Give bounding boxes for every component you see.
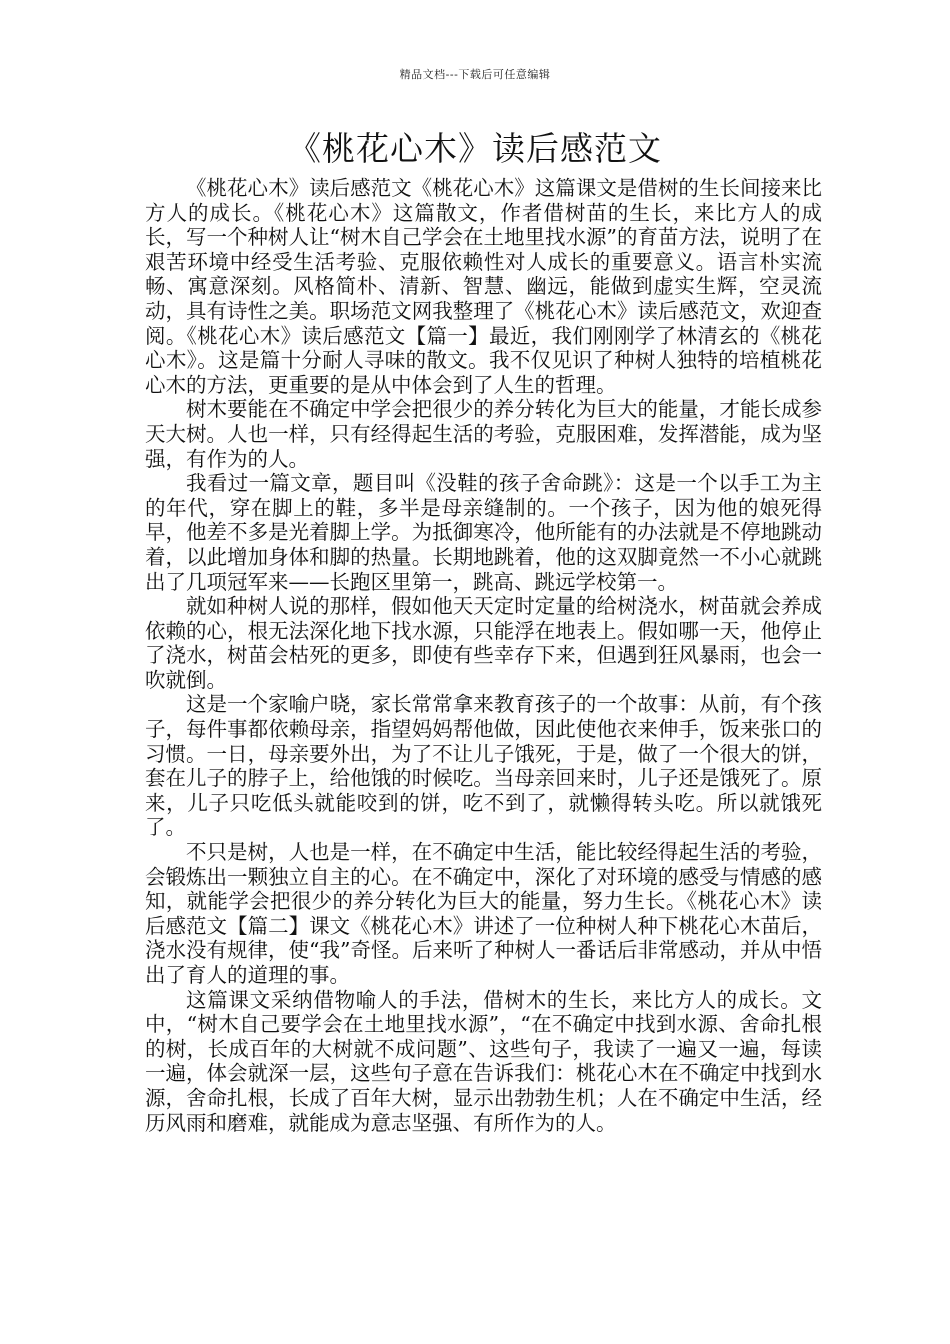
paragraph-6: 不只是树，人也是一样，在不确定中生活，能比较经得起生活的考验，会锻炼出一颗独立自主的心。在不确定中，深化了对环境的感受与情感的感知，就能学会把很少的养分转化为巨大的能量，努力生长。《桃花心木》读后感范文【篇二】课文《桃花心木》讲述了一位种树人种下桃花心木苗后，浇水没有规律，使“我”奇怪。后来听了种树人一番话后非常感动，并从中悟出了育人的道理的事。 bbox=[145, 840, 822, 987]
paragraph-7: 这篇课文采纳借物喻人的手法，借树木的生长，来比方人的成长。文中，“树木自己要学会在土地里找水源”，“在不确定中找到水源、舍命扎根的树，长成百年的大树就不成问题”、这些句子，我读了一遍又一遍，每读一遍，体会就深一层，这些句子意在告诉我们：桃花心木在不确定中找到水源，舍命扎根，长成了百年大树，显示出勃勃生机；人在不确定中生活，经历风雨和磨难，就能成为意志坚强、有所作为的人。 bbox=[145, 987, 822, 1135]
paragraph-5: 这是一个家喻户晓，家长常常拿来教育孩子的一个故事：从前，有个孩子，每件事都依赖母亲，指望妈妈帮他做，因此使他衣来伸手，饭来张口的习惯。一日，母亲要外出，为了不让儿子饿死，于是，做了一个很大的饼，套在儿子的脖子上，给他饿的时候吃。当母亲回来时，儿子还是饿死了。原来，儿子只吃低头就能咬到的饼，吃不到了，就懒得转头吃。所以就饿死了。 bbox=[145, 692, 822, 840]
document-title: 《桃花心木》读后感范文 bbox=[288, 129, 662, 168]
paragraph-4: 就如种树人说的那样，假如他天天定时定量的给树浇水，树苗就会养成依赖的心，根无法深化地下找水源，只能浮在地表上。假如哪一天，他停止了浇水，树苗会枯死的更多，即使有些幸存下来，但遇到狂风暴雨，也会一吹就倒。 bbox=[145, 594, 822, 692]
paragraph-1: 《桃花心木》读后感范文《桃花心木》这篇课文是借树的生长间接来比方人的成长。《桃花心木》这篇散文，作者借树苗的生长，来比方人的成长，写一个种树人让“树木自己学会在土地里找水源”的育苗方法，说明了在艰苦环境中经受生活考验、克服依赖性对人成长的重要意义。语言朴实流畅、寓意深刻。风格简朴、清新、智慧、幽远，能做到虚实生辉，空灵流动，具有诗性之美。职场范文网我整理了《桃花心木》读后感范文，欢迎查阅。《桃花心木》读后感范文【篇一】最近，我们刚刚学了林清玄的《桃花心木》。这是篇十分耐人寻味的散文。我不仅见识了种树人独特的培植桃花心木的方法，更重要的是从中体会到了人生的哲理。 bbox=[145, 176, 822, 397]
document-body bbox=[145, 176, 822, 1135]
paragraph-2: 树木要能在不确定中学会把很少的养分转化为巨大的能量，才能长成参天大树。人也一样，只有经得起生活的考验，克服困难，发挥潜能，成为坚强，有作为的人。 bbox=[145, 397, 822, 471]
page-header: 精品文档---下载后可任意编辑 bbox=[399, 68, 551, 81]
paragraph-3: 我看过一篇文章，题目叫《没鞋的孩子舍命跳》：这是一个以手工为主的年代，穿在脚上的鞋，多半是母亲缝制的。一个孩子，因为他的娘死得早，他差不多是光着脚上学。为抵御寒冷，他所能有的办法就是不停地跳动着，以此增加身体和脚的热量。长期地跳着，他的这双脚竟然一不小心就跳出了几项冠军来——长跑区里第一，跳高、跳远学校第一。 bbox=[145, 471, 822, 594]
